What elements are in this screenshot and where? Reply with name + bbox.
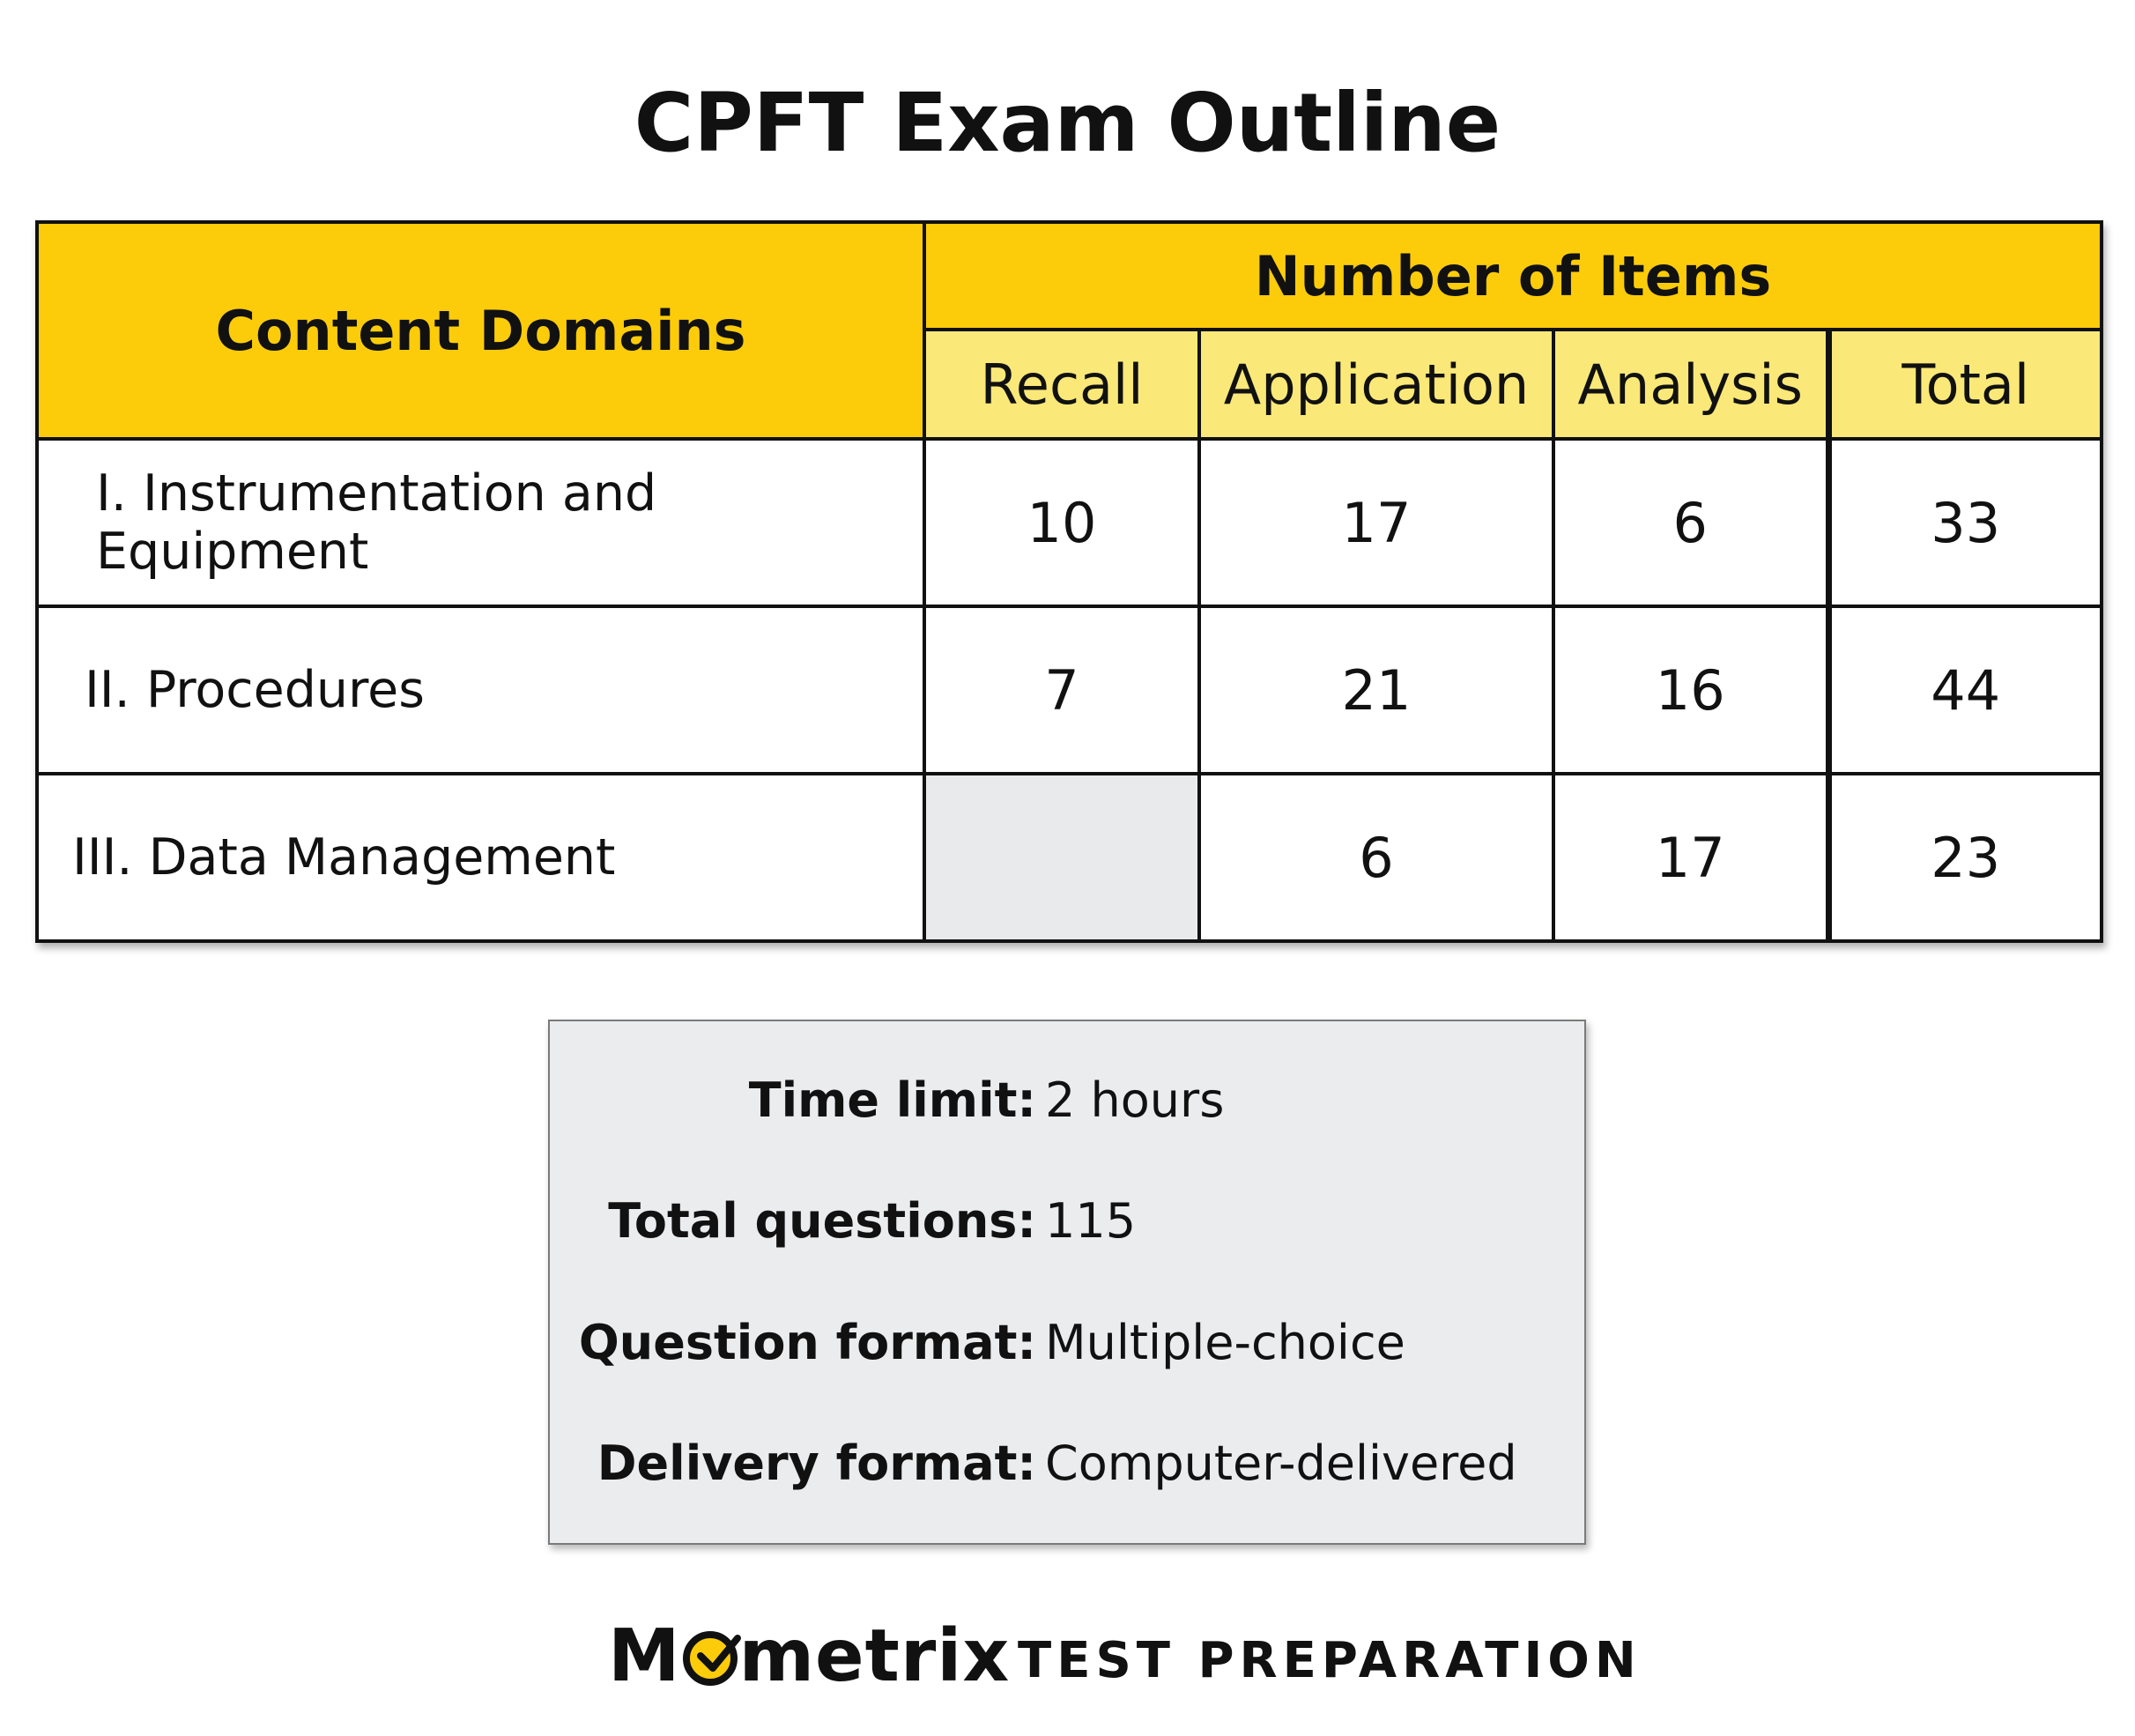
header-content-domains: Content Domains <box>37 222 924 439</box>
exam-info-box <box>548 1020 1586 1545</box>
header-recall: Recall <box>924 330 1199 439</box>
info-label: Delivery format: <box>597 1436 1036 1491</box>
recall-cell: 10 <box>924 439 1199 606</box>
page-title: CPFT Exam Outline <box>634 76 1501 170</box>
header-total: Total <box>1828 330 2102 439</box>
application-cell: 21 <box>1199 606 1553 774</box>
total-cell: 33 <box>1828 439 2102 606</box>
analysis-cell: 6 <box>1553 439 1828 606</box>
brand-name <box>608 1613 1010 1701</box>
application-cell: 17 <box>1199 439 1553 606</box>
domain-cell: III. Data Management <box>37 774 924 941</box>
info-value: Multiple-choice <box>1045 1315 1405 1370</box>
recall-cell-empty <box>924 774 1199 941</box>
info-label: Question format: <box>578 1315 1036 1370</box>
domain-cell: II. Procedures <box>37 606 924 774</box>
brand-name-rest: metrix <box>738 1614 1011 1698</box>
header-number-of-items: Number of Items <box>924 222 2102 330</box>
analysis-cell: 17 <box>1553 774 1828 941</box>
application-cell: 6 <box>1199 774 1553 941</box>
info-row-time-limit <box>550 1070 1584 1131</box>
analysis-cell: 16 <box>1553 606 1828 774</box>
info-value: Computer-delivered <box>1045 1436 1517 1491</box>
table-row <box>37 774 2102 941</box>
info-label: Total questions: <box>608 1193 1036 1249</box>
total-cell: 23 <box>1828 774 2102 941</box>
info-value: 2 hours <box>1045 1072 1225 1128</box>
table-row <box>37 439 2102 606</box>
header-analysis: Analysis <box>1553 330 1828 439</box>
brand-tagline: TEST PREPARATION <box>1018 1632 1642 1689</box>
info-label: Time limit: <box>748 1072 1036 1128</box>
info-row-delivery-format <box>550 1433 1584 1495</box>
total-cell: 44 <box>1828 606 2102 774</box>
recall-cell: 7 <box>924 606 1199 774</box>
info-row-question-format <box>550 1312 1584 1374</box>
checkmark-circle-icon <box>683 1631 738 1686</box>
exam-outline-table <box>35 220 2103 943</box>
info-row-total-questions <box>550 1191 1584 1252</box>
header-application: Application <box>1199 330 1553 439</box>
info-value: 115 <box>1045 1193 1137 1249</box>
mometrix-logo <box>608 1613 1642 1701</box>
table-row <box>37 606 2102 774</box>
brand-name-first: M <box>608 1614 681 1698</box>
domain-cell: I. Instrumentation and Equipment <box>37 439 924 606</box>
